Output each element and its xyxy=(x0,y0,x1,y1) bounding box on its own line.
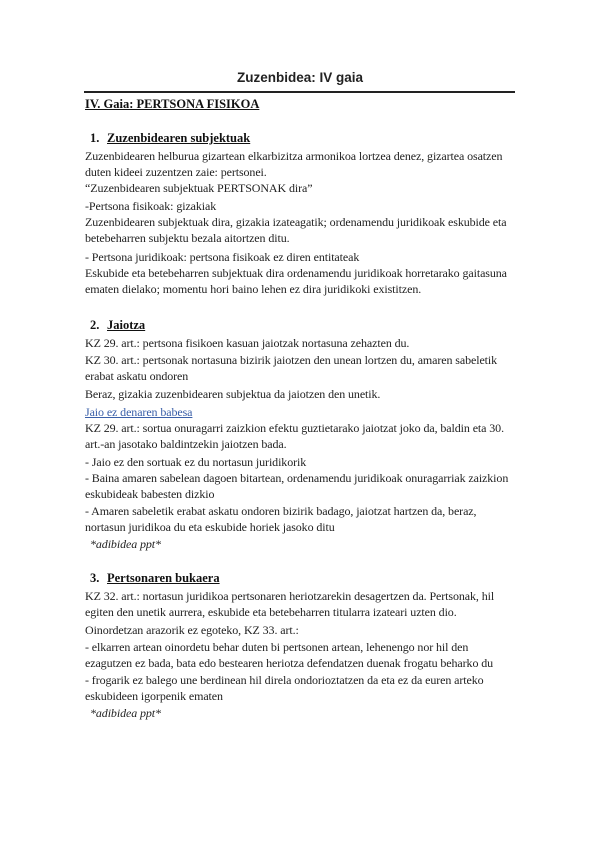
section-1-paragraph: Zuzenbidearen helburua gizartean elkarbizitza armonikoa lortzea denez, gizartea osatzen duten kideei zuzentzen zaie: pertsonei. xyxy=(85,149,503,179)
section-3-paragraph: - elkarren artean oinordetu behar duten bi pertsonen artean, lehenengo nor hil den ezagutzen ez bada, bata edo bestearen heriotza defendatzen duenak frogatu beharko du xyxy=(85,640,494,670)
section-1-paragraph: Zuzenbidearen subjektuak dira, gizakia izateagatik; ordenamendu juridikoak eskubide eta betebeharren subjektu bezala aitortzen ditu. xyxy=(85,215,507,245)
section-1-paragraph: - Pertsona juridikoak: pertsona fisikoak ez diren entitateak xyxy=(85,250,360,264)
section-2-title: Jaiotza xyxy=(107,318,146,332)
section-3-paragraph: Oinordetzan arazorik ez egoteko, KZ 33. art.: xyxy=(85,623,299,637)
section-1-number: 1. xyxy=(90,131,100,145)
section-3-title: Pertsonaren bukaera xyxy=(107,571,220,585)
section-2-paragraph: - Amaren sabeletik erabat askatu ondoren bizirik badago, jaiotzat hartzen da, beraz, nortasun juridikoa du eta eskubide horiek jasoko ditu xyxy=(85,504,477,534)
title-divider xyxy=(84,91,515,93)
section-1-quote: “Zuzenbidearen subjektuak PERTSONAK dira” xyxy=(85,181,313,195)
section-2-paragraph: KZ 29. art.: pertsona fisikoen kasuan jaiotzak nortasuna zehazten du. xyxy=(85,336,410,350)
section-3-note: *adibidea ppt* xyxy=(90,706,161,720)
section-3-paragraph: - frogarik ez balego une berdinean hil direla ondorioztatzen da eta ez da euren arteko eskubideen igorpenik ematen xyxy=(85,673,484,703)
section-2-paragraph: - Jaio ez den sortuak ez du nortasun juridikorik xyxy=(85,455,307,469)
section-1-paragraph: -Pertsona fisikoak: gizakiak xyxy=(85,199,217,213)
section-2-paragraph: KZ 29. art.: sortua onuragarri zaizkion efektu guztietarako jaiotzat joko da, baldin eta 30. art.-an jasotako baldintzekin jaiotzen bada. xyxy=(85,421,504,451)
section-3-number: 3. xyxy=(90,571,100,585)
section-2-heading xyxy=(90,318,145,333)
section-3-paragraph: KZ 32. art.: nortasun juridikoa pertsonaren heriotzarekin desagertzen da. Pertsonak, hil egiten den unetik aurrera, eskubide eta betebeharren titularra izateari uzten dio. xyxy=(85,589,495,619)
part-title: IV. Gaia: PERTSONA FISIKOA xyxy=(85,97,260,111)
section-2-note: *adibidea ppt* xyxy=(90,537,161,551)
section-2-paragraph: - Baina amaren sabelean dagoen bitartean, ordenamendu juridikoak onuragarriak zaizkion eskubideak babesten dizkio xyxy=(85,471,509,501)
section-2-number: 2. xyxy=(90,318,100,332)
section-2-paragraph: KZ 30. art.: pertsonak nortasuna bizirik jaiotzen den unean lortzen du, amaren sabeletik erabat askatu ondoren xyxy=(85,353,498,383)
document-title: Zuzenbidea: IV gaia xyxy=(236,70,364,85)
section-1-paragraph: Eskubide eta betebeharren subjektuak dira ordenamendu juridikoak horretarako gaitasuna ematen dielako; momentu hori baino lehen ez dira juridikoki existitzen. xyxy=(85,266,507,296)
section-1-title: Zuzenbidearen subjektuak xyxy=(107,131,251,145)
section-2-paragraph: Beraz, gizakia zuzenbidearen subjektua da jaiotzen den unetik. xyxy=(85,387,381,401)
section-1-heading xyxy=(90,131,250,146)
section-3-heading xyxy=(90,571,220,586)
section-2-link[interactable]: Jaio ez denaren babesa xyxy=(85,405,193,419)
